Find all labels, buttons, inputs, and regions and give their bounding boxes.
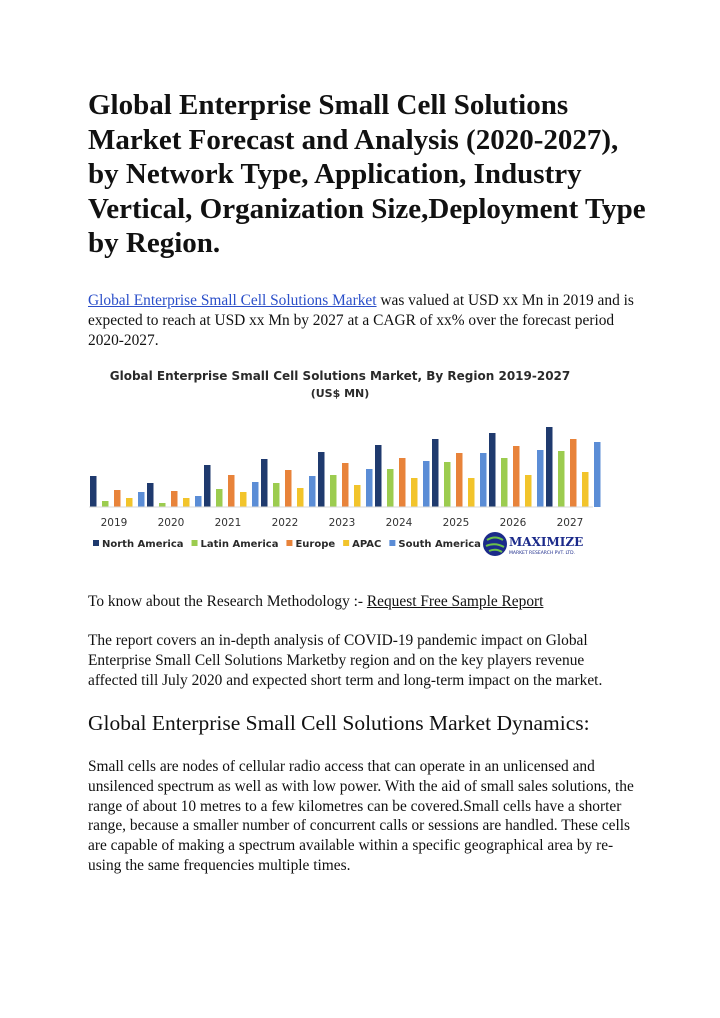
bar-2022-apac [297,488,304,507]
logo-subtitle: MARKET RESEARCH PVT. LTD. [509,551,576,556]
x-tick-label: 2024 [385,517,413,529]
bar-2021-north-america [204,465,211,507]
bar-2023-latin-america [330,475,337,507]
bar-2019-south-america [138,492,145,507]
bar-2021-europe [228,475,235,507]
bar-2027-north-america [546,427,553,507]
bar-2021-latin-america [216,489,223,507]
bar-2026-north-america [489,433,496,507]
legend-swatch [343,540,349,546]
bar-2027-latin-america [558,451,565,507]
legend-swatch [286,540,292,546]
bar-2023-apac [354,485,361,507]
bar-2023-europe [342,463,349,507]
x-tick-label: 2025 [442,517,470,529]
legend-label: North America [102,539,184,550]
bar-2027-south-america [594,442,601,507]
bar-2024-europe [399,458,406,507]
legend-label: Latin America [200,539,279,550]
market-link[interactable]: Global Enterprise Small Cell Solutions Market [88,292,377,309]
bar-2019-latin-america [102,501,109,507]
intro-paragraph [88,291,636,350]
bar-2022-south-america [309,476,316,507]
bar-2023-north-america [318,452,325,507]
logo-name: MAXIMIZE [509,535,584,549]
x-tick-label: 2021 [214,517,242,529]
legend-label: APAC [352,539,382,550]
methodology-paragraph [88,592,636,612]
bar-2019-europe [114,490,121,507]
bar-2020-latin-america [159,503,166,507]
dynamics-heading: Global Enterprise Small Cell Solutions Market Dynamics: [88,711,590,735]
bar-2021-apac [240,492,247,507]
bar-2019-north-america [90,476,97,507]
bar-2020-apac [183,498,190,507]
bar-2025-south-america [480,453,487,507]
bar-2026-south-america [537,450,544,507]
legend-label: South America [398,539,481,550]
covid-paragraph: The report covers an in-depth analysis of COVID-19 pandemic impact on Global Enterprise Small Cell Solutions Marketby region and on the key players revenue affected till July 2020 and expected short term and long-term impact on the market. [88,632,603,689]
x-tick-label: 2027 [556,517,584,529]
dynamics-paragraph: Small cells are nodes of cellular radio access that can operate in an unlicensed and unsilenced spectrum as well as with low power. With the aid of small sales solutions, the range of about 10 metres to a few kilometres can be covered.Small cells have a shorter range, because a smaller number of concurrent calls or sessions are handled. These cells are capable of making a spectrum available within a specific geographical area by re-using the same frequencies multiple times. [88,758,634,874]
bar-2022-europe [285,470,292,507]
bar-2027-apac [582,472,589,507]
bar-2021-south-america [252,482,259,507]
request-sample-link[interactable]: Request Free Sample Report [366,593,544,610]
x-tick-label: 2023 [328,517,356,529]
bar-2026-apac [525,475,532,507]
bar-2022-latin-america [273,483,280,507]
bar-2020-europe [171,491,178,507]
intro-text: was valued at USD xx Mn in 2019 and is expected to reach at USD xx Mn by 2027 at a CAGR of xx% over the forecast period 2020-2027. [88,292,634,349]
methodology-text: To know about the Research Methodology :- [88,593,367,610]
legend-label: Europe [295,539,336,550]
bar-2025-apac [468,478,475,507]
bar-2020-north-america [147,483,154,507]
bar-2025-north-america [432,439,439,507]
legend-swatch [389,540,395,546]
chart-unit: (US$ MN) [310,387,370,400]
bars-layer [90,427,601,507]
x-tick-label: 2019 [100,517,128,529]
x-tick-layer [101,517,584,529]
bar-2022-north-america [261,459,268,507]
chart-legend [93,539,481,550]
legend-swatch [93,540,99,546]
bar-2025-latin-america [444,462,451,507]
region-bar-chart [85,362,605,572]
x-tick-label: 2020 [157,517,185,529]
x-tick-label: 2026 [499,517,527,529]
bar-2024-north-america [375,445,382,507]
bar-2026-latin-america [501,458,508,507]
chart-title: Global Enterprise Small Cell Solutions Market, By Region 2019-2027 [109,369,571,383]
bar-2026-europe [513,446,520,507]
bar-2024-apac [411,478,418,507]
maximize-logo [483,532,583,556]
legend-swatch [192,540,198,546]
bar-2025-europe [456,453,463,507]
bar-2027-europe [570,439,577,507]
bar-2024-south-america [423,461,430,507]
bar-2023-south-america [366,469,373,507]
chart-svg [85,362,605,572]
x-tick-label: 2022 [271,517,299,529]
bar-2024-latin-america [387,469,394,507]
bar-2020-south-america [195,496,202,507]
bar-2019-apac [126,498,133,507]
document-title: Global Enterprise Small Cell Solutions Market Forecast and Analysis (2020-2027), by Network Type, Application, Industry Vertical, Organization Size,Deployment Type by Region. [88,89,646,259]
